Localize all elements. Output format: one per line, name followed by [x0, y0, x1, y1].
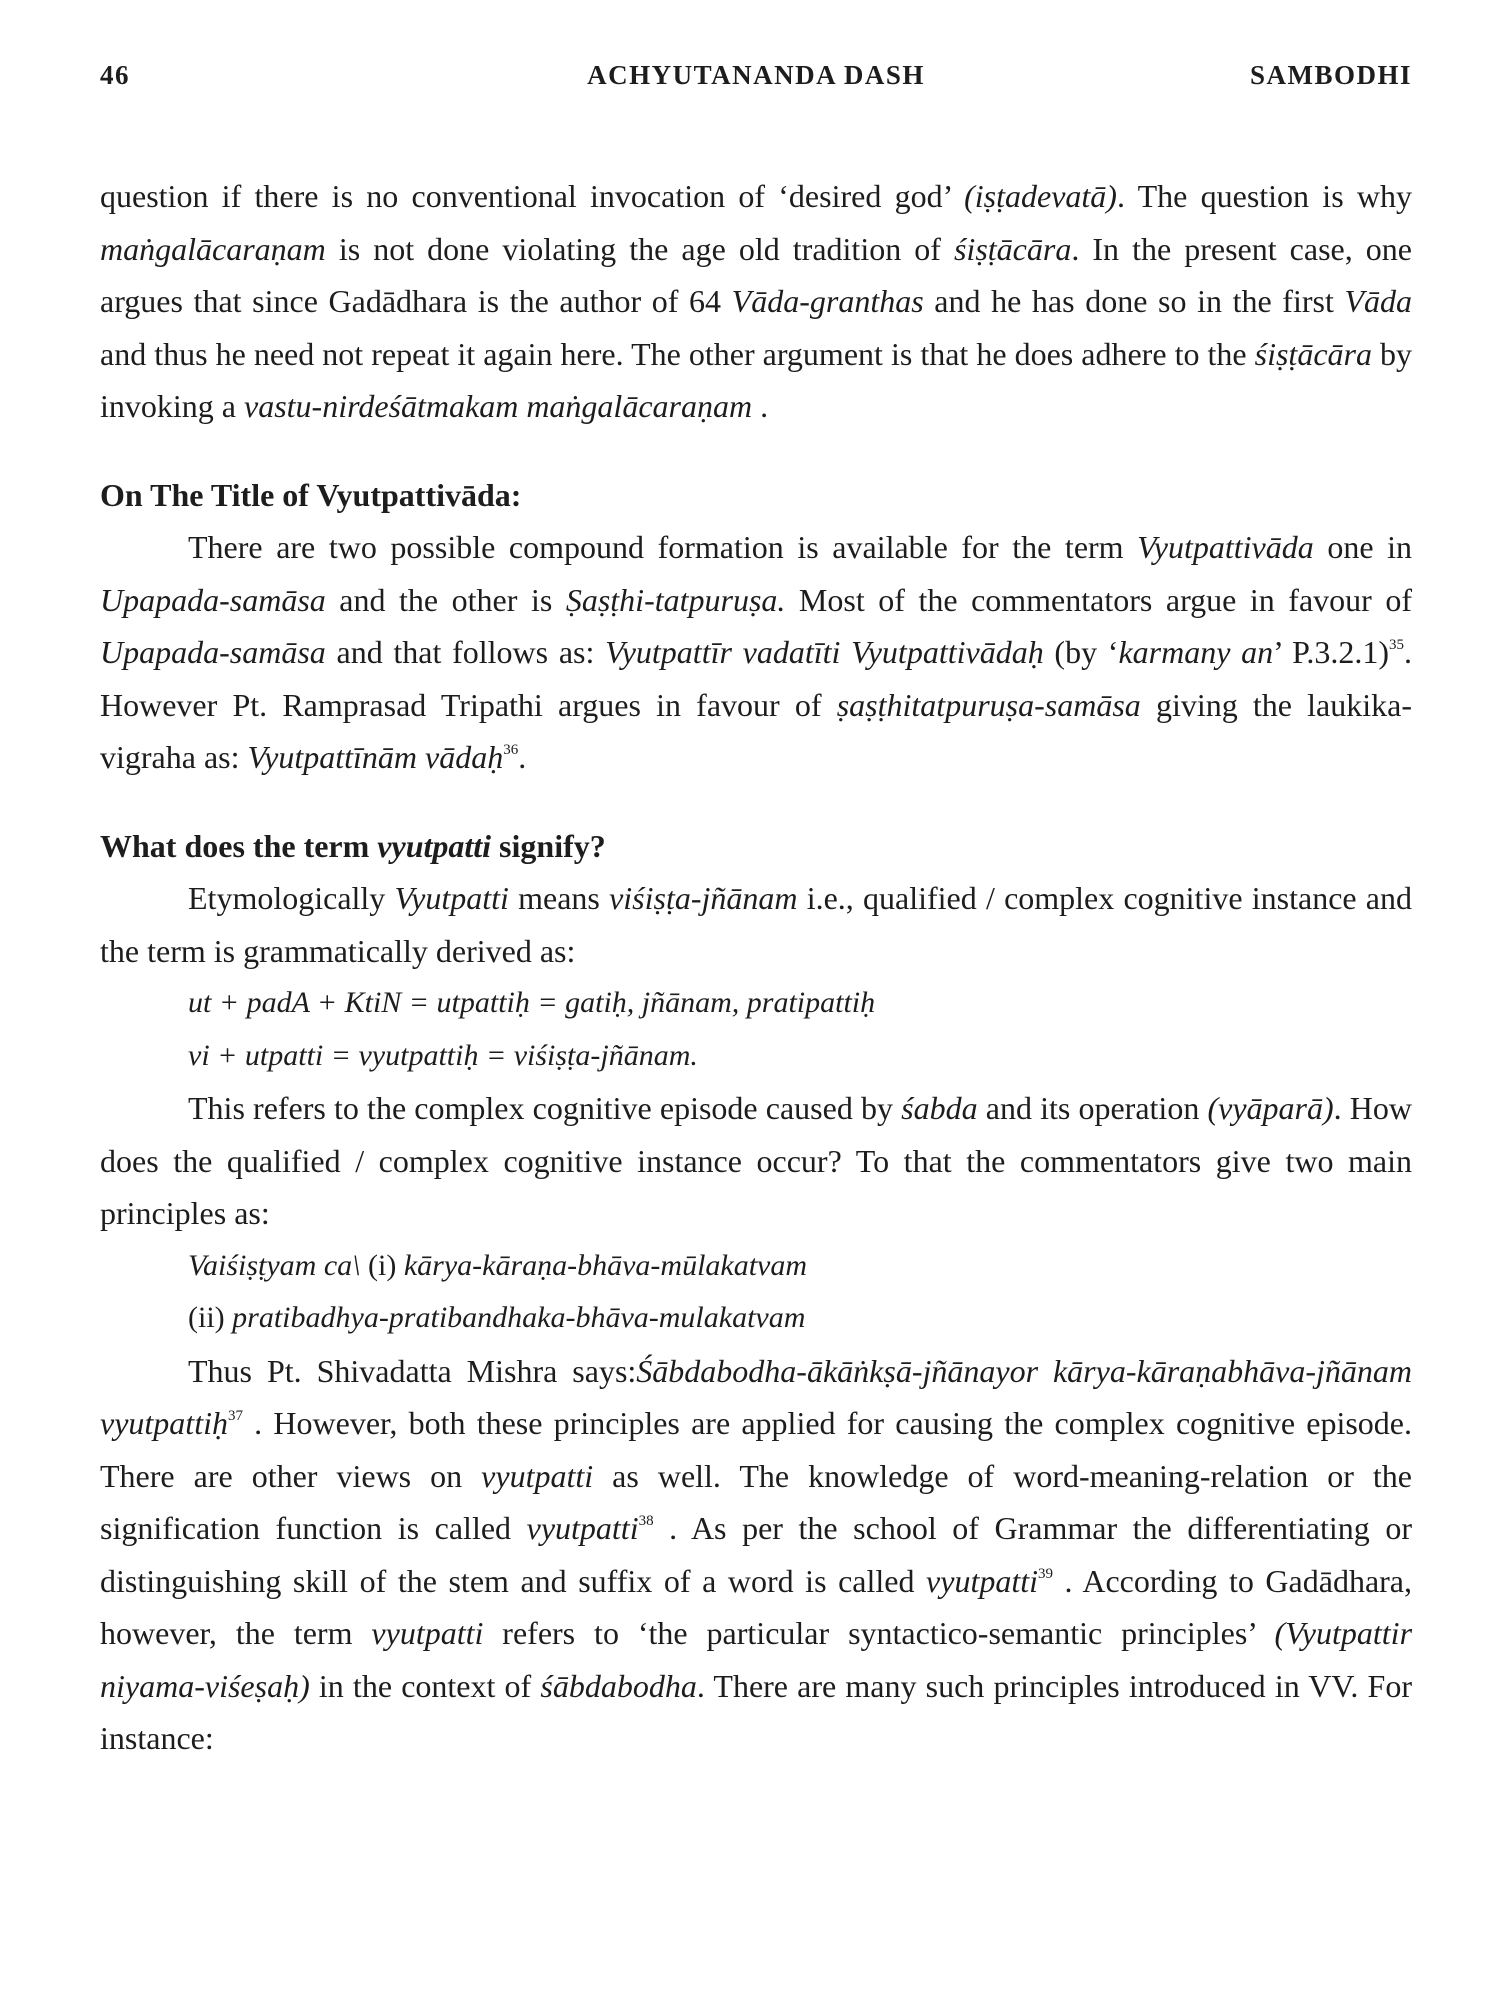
footnote-ref: 36 [503, 742, 519, 758]
footnote-ref: 38 [638, 1513, 654, 1529]
running-header-journal: SAMBODHI [1249, 60, 1412, 90]
footnote-ref: 37 [227, 1408, 243, 1424]
running-header-author: ACHYUTANANDA DASH [587, 60, 925, 90]
running-header [100, 60, 1412, 100]
principle-line: (ii) pratibadhya-pratibandhaka-bhāva-mulakatvam [188, 1301, 806, 1334]
page-number: 46 [100, 60, 130, 90]
section-heading-vyutpatti: What does the term vyutpatti signify? [100, 827, 606, 864]
book-page [100, 60, 1412, 1765]
principle-line: Vaiśiṣṭyam ca\ (i) kārya-kāraṇa-bhāva-mūlakatvam [188, 1248, 808, 1282]
body-text [100, 170, 1412, 1765]
paragraph-views: Thus Pt. Shivadatta Mishra says:Śābdabodha-ākāṅkṣā-jñānayor kārya-kāraṇabhāva-jñānam vyutpattiḥ$^{37}$ . However, both these principles are applied for causing the complex cognitive episode. There are other views on vyutpatti as well. The knowledge of word-meaning-relation or the signification function is called vyutpatti$^{38}$ . As per the school of Grammar the differentiating or distinguishing skill of the stem and suffix of a word is called vyutpatti$^{39}$ . According to Gadādhara, however, the term vyutpatti refers to ‘the particular syntactico-semantic principles’ (Vyutpattir niyama-viśeṣaḥ) in the context of śābdabodha. There are many such principles introduced in VV. For instance: [100, 1352, 1413, 1756]
footnote-ref: 39 [1038, 1565, 1053, 1582]
paragraph-invocation: question if there is no conventional invocation of ‘desired god’ (iṣṭadevatā). The question is why maṅgalācaraṇam is not done violating the age old tradition of śiṣṭācāra. In the present case, one argues that since Gadādhara is the author of 64 Vāda-granthas and he has done so in the first Vāda and thus he need not repeat it again here. The other argument is that he does adhere to the śiṣṭācāra by invoking a vastu-nirdeśātmakam maṅgalācaraṇam . [100, 178, 1413, 424]
derivation-formula: vi + utpatti = vyutpattiḥ = viśiṣṭa-jñānam. [188, 1038, 698, 1072]
footnote-ref: 35 [1389, 637, 1405, 653]
paragraph-etymology: Etymologically Vyutpatti means viśiṣṭa-jñānam i.e., qualified / complex cognitive instance and the term is grammatically derived as: [100, 880, 1413, 969]
derivation-formula: ut + padA + KtiN = utpattiḥ = gatiḥ, jñānam, pratipattiḥ [188, 986, 876, 1019]
section-heading-title: On The Title of Vyutpattivāda: [100, 476, 522, 513]
paragraph-operation: This refers to the complex cognitive episode caused by śabda and its operation (vyāparā). How does the qualified / complex cognitive instance occur? To that the commentators give two main principles as: [100, 1090, 1413, 1231]
paragraph-title: There are two possible compound formation is available for the term Vyutpattivāda one in Upapada-samāsa and the other is Ṣaṣṭhi-tatpuruṣa. Most of the commentators argue in favour of Upapada-samāsa and that follows as: Vyutpattīr vadatīti Vyutpattivādaḥ (by ‘karmany an’ P.3.2.1)$^{35}$. However Pt. Ramprasad Tripathi argues in favour of ṣaṣṭhitatpuruṣa-samāsa giving the laukika-vigraha as: Vyutpattīnām vādaḥ$^{36}$. [100, 529, 1413, 775]
